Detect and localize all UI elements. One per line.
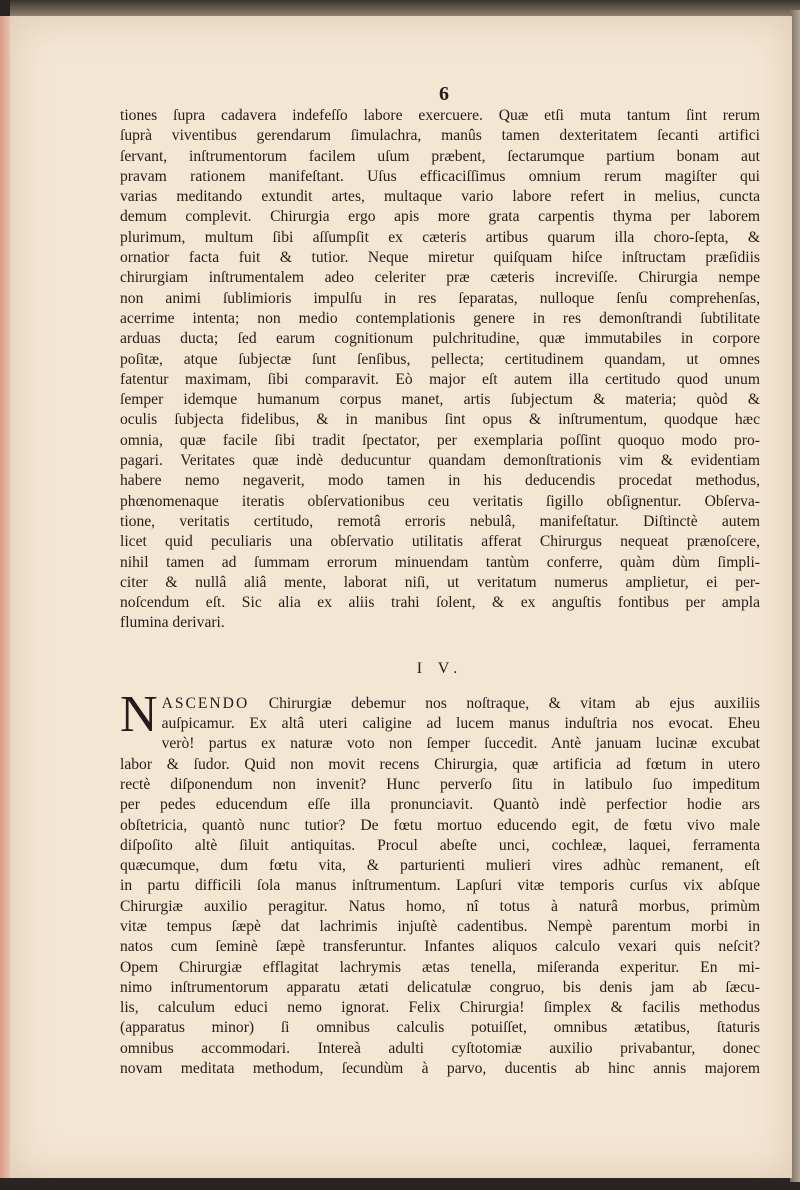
text-line: labor & ſudor. Quid non movit recens Chirurgia, quæ artificia ad fœtum in utero xyxy=(120,755,760,773)
text-line: ſemper idemque humanum corpus manet, artis ſubjectum & materia; quòd & xyxy=(120,391,760,409)
text-line: novam meditata methodum, ſecundùm à parvo, ducentis ab hinc annis majorem xyxy=(120,1060,760,1078)
text-line: fatentur maximam, ſibi comparavit. Eò major eſt autem illa certitudo quod unum xyxy=(120,370,760,388)
text-line xyxy=(162,694,760,714)
page-number: 6 xyxy=(439,83,449,105)
text-line: licet quid peculiaris una obſervatio utilitatis afferat Chirurgus nequeat prænoſcere, xyxy=(120,533,760,551)
text-line: omnia, quæ facile ſibi tradit ſpectator, per exemplaria poſſint quoquo modo pro- xyxy=(120,431,760,449)
drop-cap: N xyxy=(120,685,158,743)
text-line: phœnomenaque iteratis obſervationibus ceu veritatis ſigillo obſignentur. Obſerva- xyxy=(120,492,760,510)
text-line: verò! partus ex naturæ voto non ſemper ſuccedit. Antè januam lucinæ excubat xyxy=(161,735,760,753)
text-line: nihil tamen ad ſummam errorum minuendam tantùm conferre, quàm dùm ſimpli- xyxy=(120,553,760,571)
text-line: oculis ſubjecta fidelibus, & in manibus ſint opus & inſtrumentum, quodque hæc xyxy=(120,411,760,429)
paragraph-2 xyxy=(120,685,760,1080)
section-heading: I V. xyxy=(416,659,464,677)
text-line: ornatior facta fuit & tutior. Neque miretur quiſquam hiſce inſtructam præſidiis xyxy=(120,249,760,267)
text-line: pagari. Veritates quæ indè deducuntur quandam demonſtrationis vim & evidentiam xyxy=(120,452,760,470)
book-left-edge xyxy=(0,16,10,1178)
text-line: ſervant, inſtrumentorum facilem uſum præbent, ſectarumque partium bonam aut xyxy=(120,147,760,165)
text-line: acerrime intenta; non medio contemplationis genere in res demonſtrandi ſubtilitate xyxy=(120,309,760,327)
page-content xyxy=(120,82,760,1079)
text-line: in partu difficili ſola manus inſtrumentum. Lapſuri vitæ temporis curſus vix abſque xyxy=(120,877,760,895)
text-line: pravam rationem manifeſtant. Uſus efficaciſſimus omnium rerum magiſter qui xyxy=(120,167,760,185)
text-line: poſitæ, atque ſubjectæ ſunt ſenſibus, pellecta; certitudinem quandam, ut omnes xyxy=(120,350,760,368)
first-line-rest: Chirurgiæ debemur nos noſtraque, & vitam ab ejus auxiliis xyxy=(249,694,760,712)
text-line: chirurgiam inſtrumentalem adeo celeriter præ cæteris increviſſe. Chirurgia nempe xyxy=(120,269,760,287)
text-line: arduas ducta; ſed earum cognitionum pulchritudine, quæ immutabiles in corpore xyxy=(120,330,760,348)
text-line: varias meditando extundit artes, multaque vario labore refert in melius, cuncta xyxy=(120,188,760,206)
text-line: citer & nullâ aliâ mente, laborat niſi, ut veritatum numerus amplietur, ei per- xyxy=(120,573,760,591)
text-line: noſcendum eſt. Sic alia ex aliis trahi ſolent, & ex anguſtis fontibus per ampla xyxy=(120,594,760,612)
text-line: nimo inſtrumentorum apparatu ætati delicatulæ congruo, bis denis jam ab ſæcu- xyxy=(120,978,760,996)
text-line: Opem Chirurgiæ efflagitat lachrymis ætas tenella, miſeranda experitur. En mi- xyxy=(120,958,760,976)
paragraph-1 xyxy=(120,106,760,634)
text-line: obſtetricia, quantò nunc tutior? De fœtu mortuo educendo egit, de fœtu vivo male xyxy=(120,816,760,834)
text-line: demum complevit. Chirurgia ergo apis more grata carpentis thyma per laborem xyxy=(120,208,760,226)
text-line: tione, veritatis certitudo, remotâ erroris nebulâ, manifeſtatur. Diſtinctè autem xyxy=(120,512,760,530)
text-line: rectè diſponendum non invenit? Hunc perverſo ſitu in latibulo ſuo impeditum xyxy=(120,775,760,793)
text-line: lis, calculum educi nemo ignorat. Felix Chirurgia! ſimplex & facilis methodus xyxy=(120,999,760,1017)
text-line: vitæ tempus ſæpè dat lachrimis injuſtè cadentibus. Nempè parentum morbi in xyxy=(120,917,760,935)
book-top-edge xyxy=(10,0,800,16)
text-line: ſuprà viventibus gerendarum ſimulachra, manûs tamen dexteritatem ſecanti artifici xyxy=(120,127,760,145)
text-line: omnibus accommodari. Intereà adulti cyſtotomiæ auxilio privabantur, donec xyxy=(120,1039,760,1057)
text-line: flumina derivari. xyxy=(120,614,225,632)
text-line: natos cum ſeminè ſæpè transferuntur. Infantes aliquos calculo vexari quis neſcit? xyxy=(120,938,760,956)
text-line: plurimum, multum ſibi aſſumpſit ex cæteris artibus quarum illa choro-ſepta, & xyxy=(120,228,760,246)
text-line: per pedes educendum eſſe illa pronunciavit. Quantò indè perfectior hodie ars xyxy=(120,796,760,814)
text-line: diſpoſito altè ſiluit antiquitas. Procul abeſte unci, cochleæ, laquei, ferramenta xyxy=(120,836,760,854)
text-line: auſpicamur. Ex altâ uteri caligine ad lucem manus induſtria nos evocat. Eheu xyxy=(161,715,760,733)
text-line: tiones ſupra cadavera indefeſſo labore exercuere. Quæ etſi muta tantum ſint rerum xyxy=(120,107,760,124)
text-line: (apparatus minor) ſi omnibus calculis potuiſſet, omnibus ætatibus, ſtaturis xyxy=(120,1019,760,1037)
text-line: quæcumque, dum fœtu vita, & parturienti mulieri vires adhùc remanent, eſt xyxy=(120,857,760,875)
text-line: Chirurgiæ auxilio peragitur. Natus homo, nî totus à naturâ morbus, primùm xyxy=(120,897,760,915)
text-line: non animi ſublimioris impulſu in res ſeparatas, nulloque ſenſu comprehenſas, xyxy=(120,289,760,307)
text-line: habere nemo negaverit, modo tamen in his deducendis procedat methodus, xyxy=(120,472,760,490)
first-word: ASCENDO xyxy=(161,694,250,712)
